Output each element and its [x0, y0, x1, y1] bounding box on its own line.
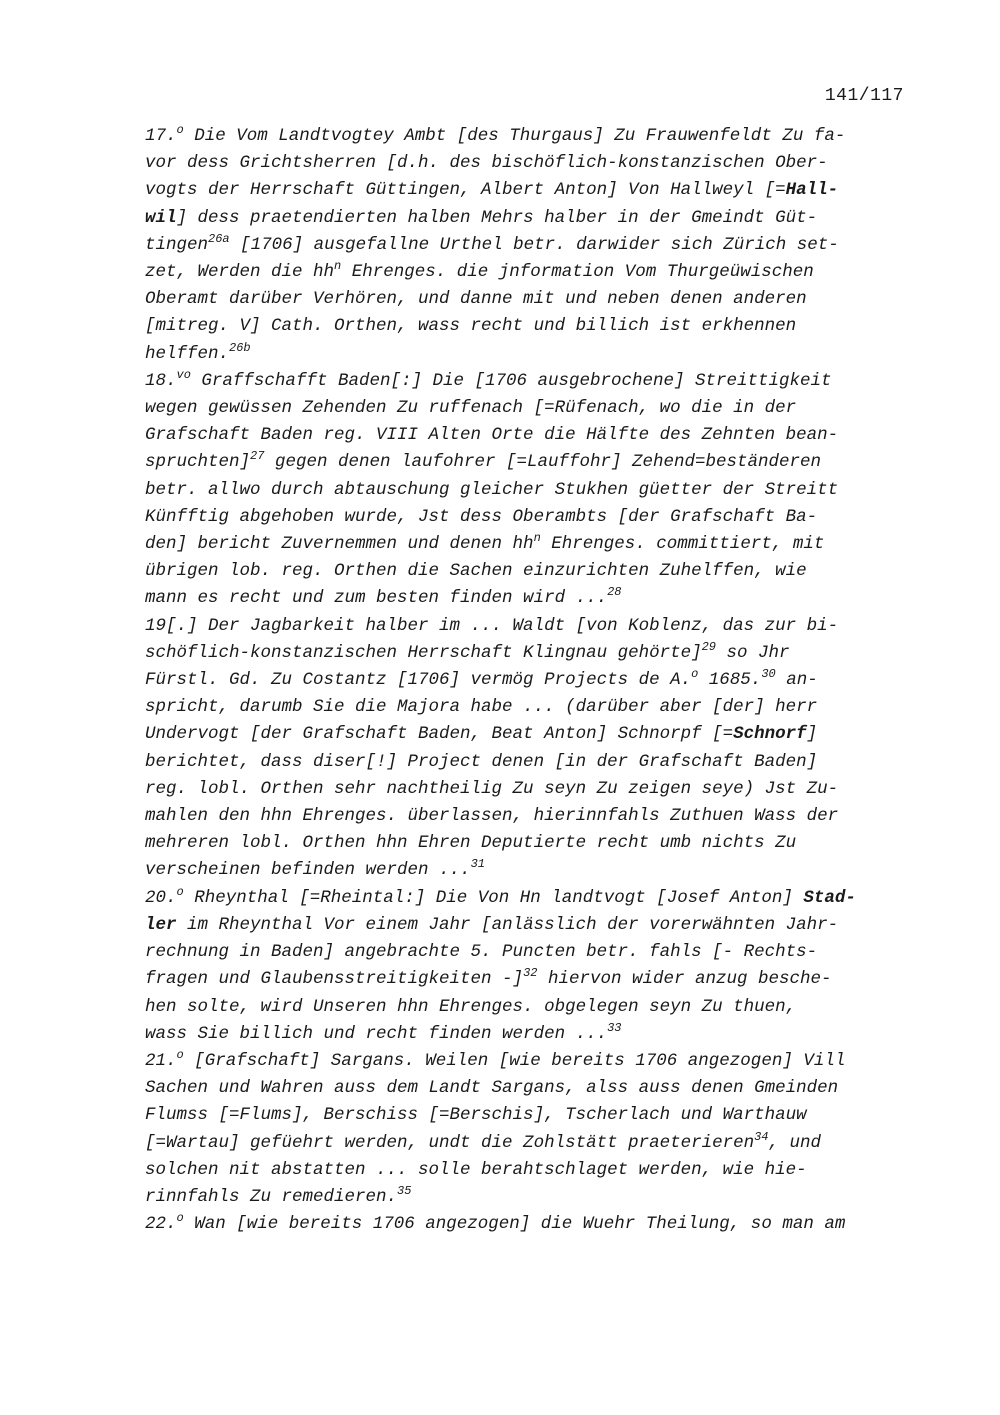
text-segment: Ehrenges. die jnformation Vom Thurgeüwischen: [341, 262, 814, 283]
footnote-marker: 35: [397, 1183, 412, 1198]
text-line: [145, 966, 915, 993]
text-segment: den] bericht Zuvernemmen und denen hh: [145, 534, 534, 555]
footnote-marker: 26b: [229, 340, 251, 355]
text-line: [145, 1075, 915, 1102]
text-segment: spricht, darumb Sie die Majora habe ... (darüber aber [der] herr: [145, 697, 818, 718]
text-line: [145, 477, 915, 504]
bold-name: wil: [145, 207, 177, 228]
text-line: [145, 259, 915, 286]
text-line: [145, 395, 915, 422]
text-line: [145, 585, 915, 612]
text-segment: betr. allwo durch abtauschung gleicher Stukhen güetter der Streitt: [145, 479, 839, 500]
text-line: [145, 1183, 915, 1211]
text-line: [145, 150, 915, 177]
footnote-marker: 28: [607, 585, 622, 600]
text-segment: Künfftig abgehoben wurde, Jst dess Oberambts [der Grafschaft Ba-: [145, 506, 818, 527]
text-segment: Wan [wie bereits 1706 angezogen] die Wuehr Theilung, so man am: [183, 1214, 846, 1235]
text-segment: fragen und Glaubensstreitigkeiten -]: [145, 969, 524, 990]
bold-name: ler: [145, 914, 177, 935]
text-segment: tingen: [145, 234, 209, 255]
text-line: [145, 1211, 915, 1238]
text-line: [145, 749, 915, 776]
text-segment: Rheynthal [=Rheintal:] Die Von Hn landtvogt [Josef Anton]: [183, 887, 804, 908]
text-segment: Sachen und Wahren auss dem Landt Sargans, alss auss denen Gmeinden: [145, 1078, 839, 1099]
footnote-marker: o: [176, 123, 184, 137]
text-line: [145, 884, 915, 912]
text-segment: rinnfahls Zu remedieren.: [145, 1186, 398, 1207]
text-segment: spruchten]: [145, 452, 251, 473]
footnote-marker: n: [533, 531, 541, 546]
document-entry: [145, 613, 915, 885]
text-segment: 21.: [145, 1050, 177, 1071]
text-segment: übrigen lob. reg. Orthen die Sachen einzurichten Zuhelffen, wie: [145, 561, 807, 582]
footnote-marker: o: [176, 884, 184, 899]
text-line: [145, 449, 915, 476]
text-segment: Fürstl. Gd. Zu Costantz [1706] vermög Projects de A.: [145, 670, 692, 691]
text-line: [145, 912, 915, 939]
text-line: [145, 721, 915, 748]
footnote-marker: vo: [176, 367, 191, 382]
footnote-marker: 30: [761, 667, 776, 682]
text-line: [145, 939, 915, 966]
text-segment: wegen gewüssen Zehenden Zu ruffenach [=Rüfenach, wo die in der: [145, 398, 797, 419]
text-segment: mehreren lobl. Orthen hhn Ehren Deputierte recht umb nichts Zu: [145, 833, 797, 854]
text-line: [145, 286, 915, 313]
text-line: [145, 613, 915, 640]
text-line: [145, 1020, 915, 1048]
text-segment: 18.: [145, 370, 177, 391]
text-segment: [Grafschaft] Sargans. Weilen [wie bereits 1706 angezogen] Vill: [183, 1050, 846, 1071]
text-segment: rechnung in Baden] angebrachte 5. Puncten betr. fahls [- Rechts-: [145, 942, 818, 963]
text-line: [145, 504, 915, 531]
text-line: [145, 340, 915, 368]
text-segment: vogts der Herrschaft Güttingen, Albert Anton] Von Hallweyl [=: [145, 180, 786, 201]
text-segment: ] dess praetendierten halben Mehrs halber in der Gmeindt Güt-: [176, 207, 818, 228]
text-line: [145, 1157, 915, 1184]
text-segment: [1706] ausgefallne Urthel betr. darwider sich Zürich set-: [229, 234, 839, 255]
text-line: [145, 857, 915, 884]
text-line: [145, 123, 915, 150]
text-segment: [mitreg. V] Cath. Orthen, wass recht und billich ist erkhennen: [145, 316, 797, 337]
text-line: [145, 422, 915, 449]
text-segment: reg. lobl. Orthen sehr nachtheilig Zu seyn Zu zeigen seye) Jst Zu-: [145, 778, 839, 799]
text-segment: gegen denen laufohrer [=Lauffohr] Zehend=beständeren: [264, 452, 822, 473]
text-line: [145, 667, 915, 694]
footnote-marker: 33: [607, 1020, 622, 1035]
text-segment: Graffschafft Baden[:] Die [1706 ausgebrochene] Streittigkeit: [190, 370, 832, 391]
text-line: [145, 776, 915, 803]
footnote-marker: o: [176, 1047, 184, 1062]
text-line: [145, 1102, 915, 1129]
text-segment: hiervon wider anzug besche-: [537, 969, 832, 990]
text-line: [145, 531, 915, 558]
text-segment: ]: [806, 724, 818, 745]
text-segment: , und: [768, 1132, 822, 1153]
text-line: [145, 830, 915, 857]
text-line: [145, 1129, 915, 1157]
footnote-marker: o: [176, 1211, 184, 1226]
text-segment: Ehrenges. committiert, mit: [540, 534, 825, 555]
text-segment: berichtet, dass diser[!] Project denen [in der Grafschaft Baden]: [145, 751, 818, 772]
document-entry: [145, 885, 915, 1048]
text-segment: [=Wartau] gefüehrt werden, undt die Zohlstätt praeterieren: [145, 1132, 755, 1153]
text-segment: zet, Werden die hh: [145, 262, 335, 283]
bold-name: Stad-: [803, 887, 856, 908]
text-line: [145, 1047, 915, 1075]
text-line: [145, 231, 915, 259]
text-line: [145, 694, 915, 721]
text-segment: schöflich-konstanzischen Herrschaft Klingnau gehörte]: [145, 642, 702, 663]
text-segment: helffen.: [145, 343, 230, 364]
text-line: [145, 177, 915, 204]
document-entry: [145, 368, 915, 613]
footnote-marker: 27: [250, 449, 265, 464]
text-segment: wass Sie billich und recht finden werden ...: [145, 1023, 608, 1044]
document-entry: [145, 1211, 915, 1238]
document-entry: [145, 1048, 915, 1211]
document-entry: [145, 123, 915, 368]
text-segment: Oberamt darüber Verhören, und danne mit und neben denen anderen: [145, 289, 807, 310]
text-segment: vor dess Grichtsherren [d.h. des bischöflich-konstanzischen Ober-: [145, 153, 828, 174]
text-segment: Flumss [=Flums], Berschiss [=Berschis], Tscherlach und Warthauw: [145, 1105, 807, 1126]
footnote-marker: 34: [754, 1129, 769, 1144]
text-line: [145, 367, 915, 395]
text-line: [145, 639, 915, 667]
text-segment: 19[.] Der Jagbarkeit halber im ... Waldt [von Koblenz, das zur bi-: [145, 615, 839, 636]
text-segment: 1685.: [698, 670, 762, 691]
text-segment: hen solte, wird Unseren hhn Ehrenges. obgelegen seyn Zu thuen,: [145, 996, 797, 1017]
text-segment: Grafschaft Baden reg. VIII Alten Orte die Hälfte des Zehnten bean-: [145, 425, 839, 446]
text-line: [145, 313, 915, 340]
text-segment: Undervogt [der Grafschaft Baden, Beat Anton] Schnorpf [=: [145, 724, 734, 745]
footnote-marker: 26a: [208, 231, 230, 246]
text-line: [145, 994, 915, 1021]
bold-name: Hall-: [785, 180, 839, 201]
text-segment: solchen nit abstatten ... solle berahtschlaget werden, wie hie-: [145, 1159, 807, 1180]
text-segment: Die Vom Landtvogtey Ambt [des Thurgaus] Zu Frauwenfeldt Zu fa-: [183, 126, 846, 146]
footnote-marker: o: [691, 667, 699, 682]
text-segment: 20.: [145, 887, 177, 908]
footnote-marker: n: [334, 259, 342, 274]
document-body: [145, 123, 915, 1238]
text-segment: so Jhr: [716, 642, 790, 663]
text-segment: 17.: [145, 126, 177, 146]
text-line: [145, 205, 915, 232]
text-line: [145, 558, 915, 585]
text-segment: verscheinen befinden werden ...: [145, 860, 471, 881]
text-segment: an-: [775, 670, 818, 691]
text-segment: im Rheynthal Vor einem Jahr [anlässlich der vorerwähnten Jahr-: [176, 914, 839, 935]
page-number: 141/117: [824, 86, 904, 106]
footnote-marker: 29: [701, 639, 716, 654]
footnote-marker: 31: [470, 857, 485, 872]
text-segment: 22.: [145, 1214, 177, 1235]
text-segment: mahlen den hhn Ehrenges. überlassen, hierinnfahls Zuthuen Wass der: [145, 806, 839, 827]
text-segment: mann es recht und zum besten finden wird ...: [145, 588, 608, 609]
footnote-marker: 32: [523, 966, 538, 981]
text-line: [145, 803, 915, 830]
bold-name: Schnorf: [733, 724, 807, 745]
